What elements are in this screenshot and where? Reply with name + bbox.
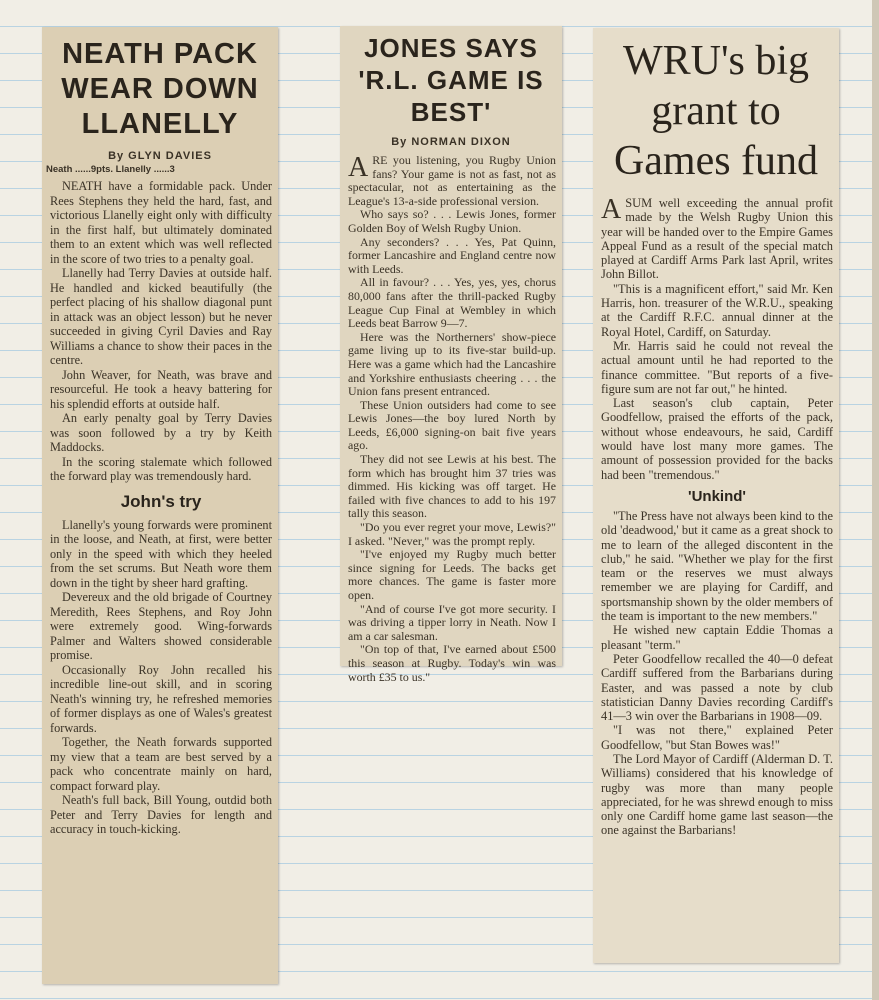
paragraph: An early penalty goal by Terry Davies was soon followed by a try by Keith Maddocks. (50, 411, 272, 454)
paragraph: Occasionally Roy John recalled his incredible line-out skill, and in scoring Neath's winning try, he refreshed memories of former displays as one of Wales's greatest forwards. (50, 662, 272, 735)
paragraph: All in favour? . . . Yes, yes, yes, chorus 80,000 fans after the thrill-packed Rugby League Cup Final at Wembley in which Leeds beat Barrow 9—7. (348, 275, 556, 331)
byline: By GLYN DAVIES (108, 150, 212, 162)
newspaper-clipping-jones (340, 26, 562, 684)
paragraph: These Union outsiders had come to see Lewis Jones—the boy lured North by Leeds, £6,000 signing-on bait five years ago. (348, 397, 556, 453)
paragraph: "This is a magnificent effort," said Mr. Ken Harris, hon. treasurer of the W.R.U., speaking at the Cardiff R.F.C. annual dinner at the Royal Hotel, Cardiff, on Saturday. (601, 281, 833, 339)
lead-paragraph (601, 196, 833, 282)
paragraph: "I was not there," explained Peter Goodfellow, "but Stan Bowes was!" (601, 723, 833, 752)
headline: NEATH PACK WEAR DOWN LLANELLY (61, 38, 259, 140)
paragraph: In the scoring stalemate which followed the forward play was tremendously hard. (50, 454, 272, 483)
paragraph: Who says so? . . . Lewis Jones, former Golden Boy of Welsh Rugby Union. (348, 207, 556, 235)
article-body (42, 179, 278, 837)
paragraph: Last season's club captain, Peter Goodfellow, praised the efforts of the pack, without whose endeavours, he said, Cardiff would have lost many more games. The amount of possession provided for the backs had been "tremendous." (601, 396, 833, 482)
paragraph: Devereux and the old brigade of Courtney Meredith, Rees Stephens, and Roy John were extremely good. Wing-forwards Palmer and Walters showed considerable promise. (50, 590, 272, 662)
paragraph: Mr. Harris said he could not reveal the actual amount until he had reported to the finance committee. "But reports of a five-figure sum are not far out," he hinted. (601, 338, 833, 396)
paragraph: "I've enjoyed my Rugby much better since signing for Leeds. The backs get more chances. The game is faster more open. (348, 547, 556, 602)
drop-cap: A (348, 152, 369, 183)
byline: By NORMAN DIXON (391, 136, 511, 148)
paragraph: Llanelly's young forwards were prominent in the loose, and Neath, at first, were better only in the speed with which they heeled from the set scrums. But Neath wore them down in the tight by sheer hard grafting. (50, 517, 272, 590)
subheading: John's try (120, 491, 202, 511)
drop-cap: A (601, 194, 622, 225)
paragraph: "The Press have not always been kind to the old 'deadwood,' but it came as a great shock to me to learn of the alleged discontent in the club," he said. "Whether we play for the first team or the reserves we must always remember we are playing for Cardiff, and sportsmanship shown by the older members of the team is important to the new members." (601, 508, 833, 624)
paragraph: John Weaver, for Neath, was brave and resourceful. He took a heavy battering for his splendid efforts at outside half. (50, 367, 272, 411)
paragraph: Llanelly had Terry Davies at outside half. He handled and kicked beautifully (the perfect placing of his shallow diagonal punt in attack was an object lesson) but he never succeeded in giving Cyril Davies and Ray Williams a chance to show their paces in the centre. (50, 266, 272, 367)
paragraph: NEATH have a formidable pack. Under Rees Stephens they held the hard, fast, and victorious Llanelly eight only with difficulty in the first half, but ultimately dominated them to an extent which was well reflected in the score of two tries to a penalty goal. (50, 179, 272, 266)
paragraph: Here was the Northerners' show-piece game living up to its five-star build-up. Here was a game which had the Lancashire and Yorkshire enthusiasts cheering . . . the Union fans present entranced. (348, 329, 556, 399)
paragraph: They did not see Lewis at his best. The form which has brought him 37 tries was dimmed. His kicking was off target. He failed with five chances to add to his 197 tally this season. (348, 452, 556, 521)
article-body (340, 154, 562, 684)
paragraph: The Lord Mayor of Cardiff (Alderman D. T. Williams) considered that his knowledge of rugby was more than many people appreciated, for he was shrewd enough to miss only one Cardiff home game last season—the one against the Barbarians! (601, 751, 833, 838)
headline: JONES SAYS 'R.L. GAME IS BEST' (358, 33, 544, 127)
paragraph: "On top of that, I've earned about £500 this season at Rugby. Today's win was worth £35 to us." (348, 642, 556, 684)
newspaper-clipping-wru (593, 28, 839, 963)
paragraph: Peter Goodfellow recalled the 40—0 defeat Cardiff suffered from the Barbarians during Easter, and was passed a note by club statistician Danny Davies recording Cardiff's 41—3 win over the Barbarians in 1908—09. (601, 651, 833, 724)
lead-paragraph (348, 154, 556, 208)
paragraph: Any seconders? . . . Yes, Pat Quinn, former Lancashire and England centre now with Leeds. (348, 234, 556, 276)
newspaper-clipping-neath (42, 27, 278, 984)
score-line: Neath ......9pts. Llanelly ......3 (46, 164, 175, 175)
article-body (593, 196, 839, 838)
paragraph: Neath's full back, Bill Young, outdid both Peter and Terry Davies for length and accuracy in touch-kicking. (50, 793, 272, 836)
lead-text: RE you listening, you Rugby Union fans? Your game is not as fast, not as spectacular, not as entertaining as the League's 13-a-side professional version. (348, 153, 556, 208)
paragraph: Together, the Neath forwards supported my view that a team are best served by a pack who concentrate mainly on hard, compact forward play. (50, 735, 272, 793)
paragraph: He wished new captain Eddie Thomas a pleasant "term." (601, 623, 833, 652)
subheading: 'Unkind' (688, 487, 746, 505)
headline: WRU's big grant to Games fund (613, 38, 819, 184)
paragraph: "Do you ever regret your move, Lewis?" I asked. "Never," was the prompt reply. (348, 520, 556, 548)
paragraph: "And of course I've got more security. I was driving a tipper lorry in Neath. Now I am a car salesman. (348, 601, 556, 643)
lead-text: SUM well exceeding the annual profit made by the Welsh Rugby Union this year will be handed over to the Empire Games Appeal Fund as a result of the special match played at Cardiff Arms Park last April, writes John Billot. (601, 196, 833, 282)
